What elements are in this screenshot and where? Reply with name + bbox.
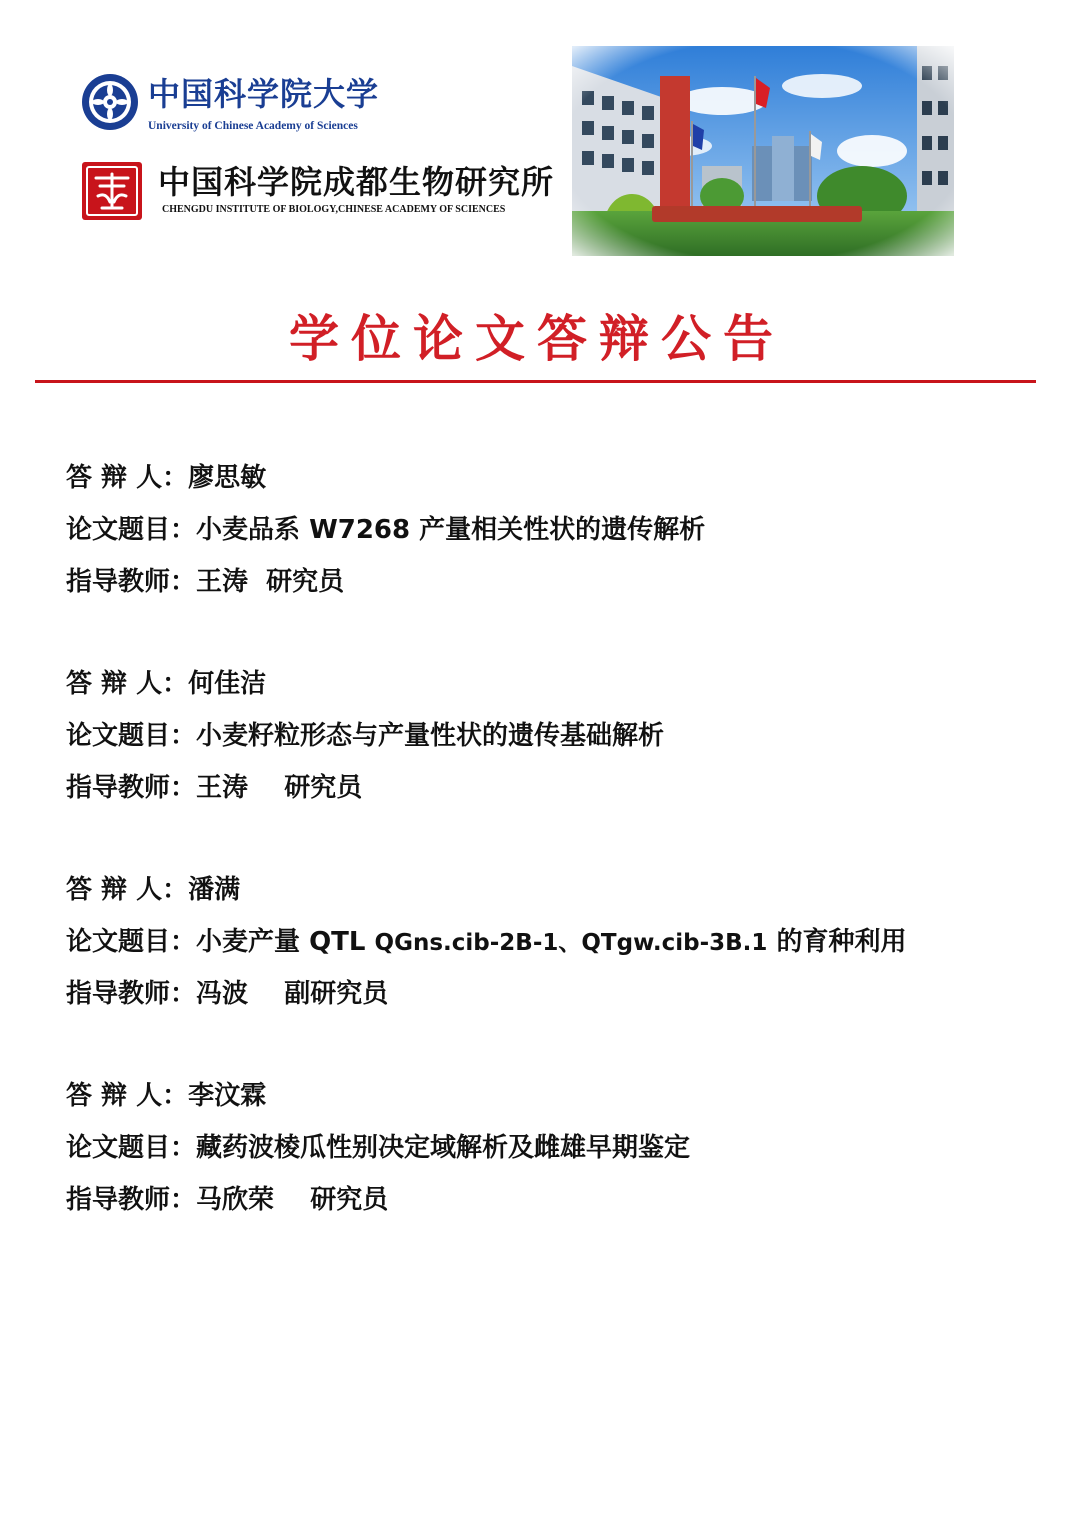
ucas-name-en: University of Chinese Academy of Sciences <box>148 120 358 132</box>
defender-name: 潘满 <box>188 875 241 905</box>
advisor-label: 指导教师： <box>66 979 197 1009</box>
topic-row <box>66 1122 1046 1174</box>
advisor-label: 指导教师： <box>66 1185 197 1215</box>
topic-label: 论文题目： <box>66 1133 197 1163</box>
topic-label: 论文题目： <box>66 927 197 957</box>
defense-entry <box>66 658 1046 814</box>
defender-label: 答 辩 人： <box>66 463 189 493</box>
topic-row <box>66 710 1046 762</box>
defender-label: 答 辩 人： <box>66 1081 189 1111</box>
topic-label: 论文题目： <box>66 721 197 751</box>
ucas-emblem-icon <box>80 72 140 132</box>
defense-entry <box>66 864 1046 1020</box>
defender-row <box>66 658 1046 710</box>
defender-name: 李汶霖 <box>188 1081 267 1111</box>
cib-name-cn: 中国科学院成都生物研究所 <box>158 163 555 201</box>
page-title: 学位论文答辩公告 <box>289 309 785 368</box>
topic-text-part3: 的育种利用 <box>767 927 907 957</box>
topic-row <box>66 504 1046 556</box>
defender-row <box>66 864 1046 916</box>
advisor-text: 冯波 副研究员 <box>196 979 389 1009</box>
defense-entry <box>66 452 1046 608</box>
title-divider <box>35 380 1036 383</box>
topic-label: 论文题目： <box>66 515 197 545</box>
topic-text: 小麦品系 W7268 产量相关性状的遗传解析 <box>196 515 706 545</box>
advisor-text: 王涛 研究员 <box>196 567 345 597</box>
topic-text-qtl-names: QGns.cib-2B-1、QTgw.cib-3B.1 <box>374 930 768 956</box>
defender-label: 答 辩 人： <box>66 875 189 905</box>
campus-photo <box>572 46 954 256</box>
defender-row <box>66 452 1046 504</box>
cib-name-en: CHENGDU INSTITUTE OF BIOLOGY,CHINESE ACADEMY OF SCIENCES <box>162 204 506 215</box>
advisor-row <box>66 762 1046 814</box>
defense-entry <box>66 1070 1046 1226</box>
advisor-text: 马欣荣 研究员 <box>196 1185 389 1215</box>
header <box>0 0 1074 280</box>
advisor-row <box>66 1174 1046 1226</box>
defense-list <box>66 452 1046 1276</box>
defender-name: 何佳洁 <box>188 669 267 699</box>
defender-name: 廖思敏 <box>188 463 267 493</box>
topic-text: 小麦籽粒形态与产量性状的遗传基础解析 <box>196 721 665 751</box>
defender-row <box>66 1070 1046 1122</box>
cib-seal-icon <box>82 162 142 220</box>
defender-label: 答 辩 人： <box>66 669 189 699</box>
advisor-label: 指导教师： <box>66 773 197 803</box>
advisor-text: 王涛 研究员 <box>196 773 363 803</box>
topic-row <box>66 916 1046 968</box>
ucas-logo <box>80 72 400 138</box>
ucas-name-cn: 中国科学院大学 <box>148 75 380 113</box>
advisor-label: 指导教师： <box>66 567 197 597</box>
advisor-row <box>66 968 1046 1020</box>
topic-text-part1: 小麦产量 QTL <box>196 927 375 957</box>
cib-logo <box>82 160 555 226</box>
topic-text: 藏药波棱瓜性别决定域解析及雌雄早期鉴定 <box>196 1133 691 1163</box>
advisor-row <box>66 556 1046 608</box>
